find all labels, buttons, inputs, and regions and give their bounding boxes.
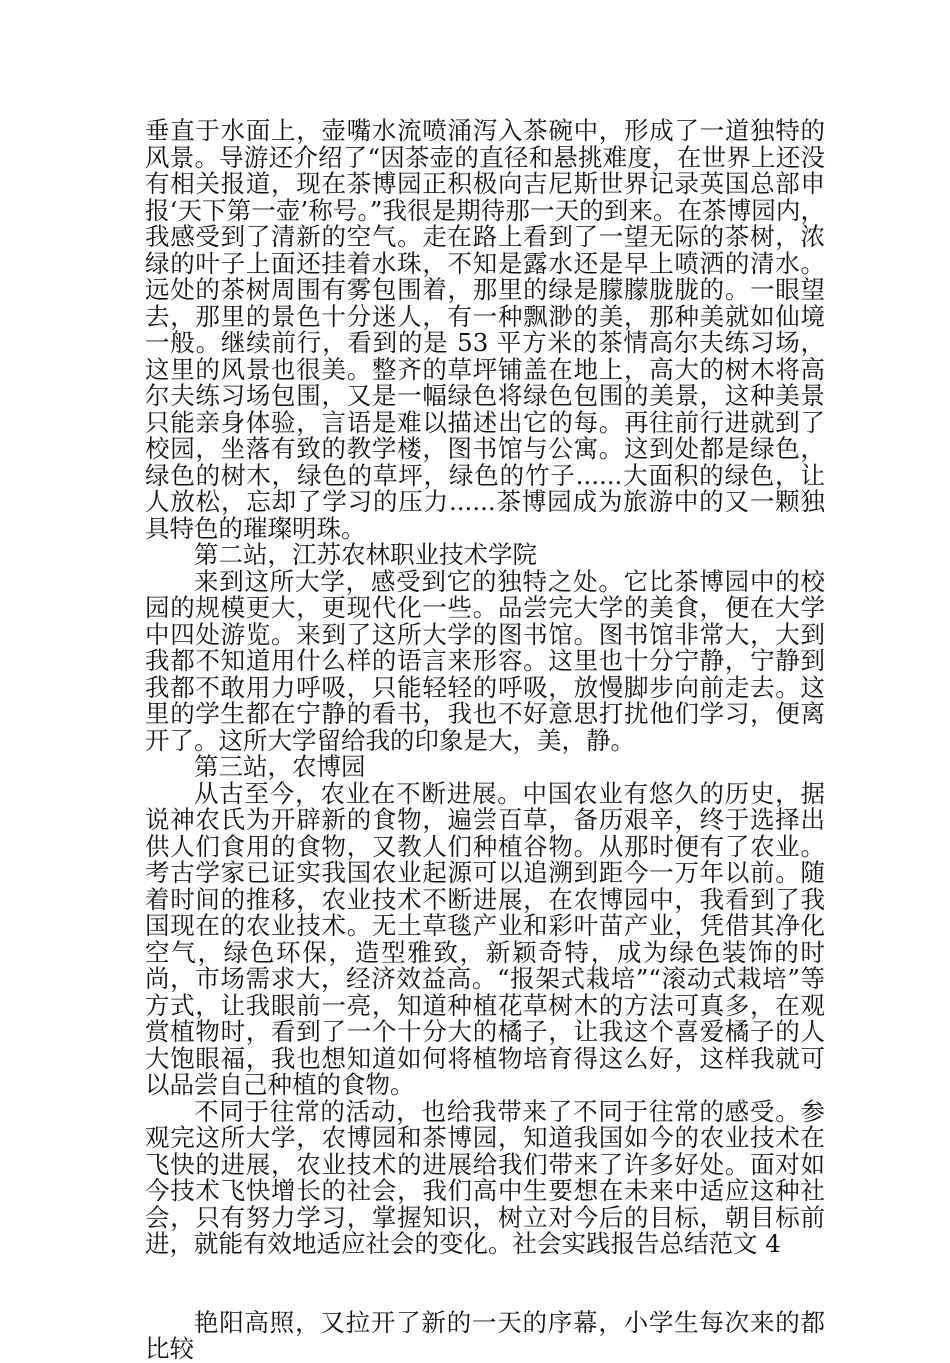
paragraph-next-report-start: 艳阳高照，又拉开了新的一天的序幕，小学生每次来的都比较	[145, 1307, 825, 1363]
paragraph-agriculture-park: 从古至今，农业在不断进展。中国农业有悠久的历史，据说神农氏为开辟新的食物，遍尝百草，备历艰辛，终于选择出供人们食用的食物，又教人们种植谷物。从那时便有了农业。考古学家已证实我国农业起源可以追溯到距今一万年以前。随着时间的推移，农业技术不断进展，在农博园中，我看到了我国现在的农业技术。无土草毯产业和彩叶苗产业，凭借其净化空气，绿色环保，造型雅致，新颖奇特，成为绿色装饰的时尚，市场需求大，经济效益高。“报架式栽培”“滚动式栽培”等方式，让我眼前一亮，知道种植花草树木的方法可真多，在观赏植物时，看到了一个十分大的橘子，让我这个喜爱橘子的人大饱眼福，我也想知道如何将植物培育得这么好，这样我就可以品尝自己种植的食物。	[145, 778, 825, 1099]
paragraph-college-visit: 来到这所大学，感受到它的独特之处。它比茶博园中的校园的规模更大，更现代化一些。品尝完大学的美食，便在大学中四处游览。来到了这所大学的图书馆。图书馆非常大，大到我都不知道用什么样的语言来形容。这里也十分宁静，宁静到我都不敢用力呼吸，只能轻轻的呼吸，放慢脚步向前走去。这里的学生都在宁静的看书，我也不好意思打扰他们学习，便离开了。这所大学留给我的印象是大，美，静。	[145, 566, 825, 755]
section-heading-second-stop: 第二站，江苏农林职业技术学院	[194, 540, 537, 569]
document-page	[145, 118, 825, 1363]
paragraph-conclusion: 不同于往常的活动，也给我带来了不同于往常的感受。参观完这所大学，农博园和茶博园，知道我国如今的农业技术在飞快的进展，农业技术的进展给我们带来了许多好处。面对如今技术飞快增长的社会，我们高中生要想在未来中适应这种社会，只有努力学习，掌握知识，树立对今后的目标，朝目标前进，就能有效地适应社会的变化。社会实践报告总结范文 4	[145, 1096, 825, 1258]
paragraph-tea-garden: 垂直于水面上，壶嘴水流喷涌泻入茶碗中，形成了一道独特的风景。导游还介绍了“因茶壶的直径和悬挑难度，在世界上还没有相关报道，现在茶博园正积极向吉尼斯世界记录英国总部申报‘天下第一壶’称号。”我很是期待那一天的到来。在茶博园内，我感受到了清新的空气。走在路上看到了一望无际的茶树，浓绿的叶子上面还挂着水珠，不知是露水还是早上喷洒的清水。远处的茶树周围有雾包围着，那里的绿是朦朦胧胧的。一眼望去，那里的景色十分迷人，有一种飘渺的美，那种美就如仙境一般。继续前行，看到的是 53 平方米的茶情高尔夫练习场，这里的风景也很美。整齐的草坪铺盖在地上，高大的树木将高尔夫练习场包围，又是一幅绿色将绿色包围的美景，这种美景只能亲身体验，言语是难以描述出它的每。再往前行进就到了校园，坐落有致的教学楼，图书馆与公寓。这到处都是绿色，绿色的树木，绿色的草坪，绿色的竹子......大面积的绿色，让人放松，忘却了学习的压力......茶博园成为旅游中的又一颗独具特色的璀璨明珠。	[145, 116, 825, 543]
section-heading-third-stop: 第三站，农博园	[194, 752, 366, 781]
paragraph-spacer	[145, 1258, 825, 1310]
